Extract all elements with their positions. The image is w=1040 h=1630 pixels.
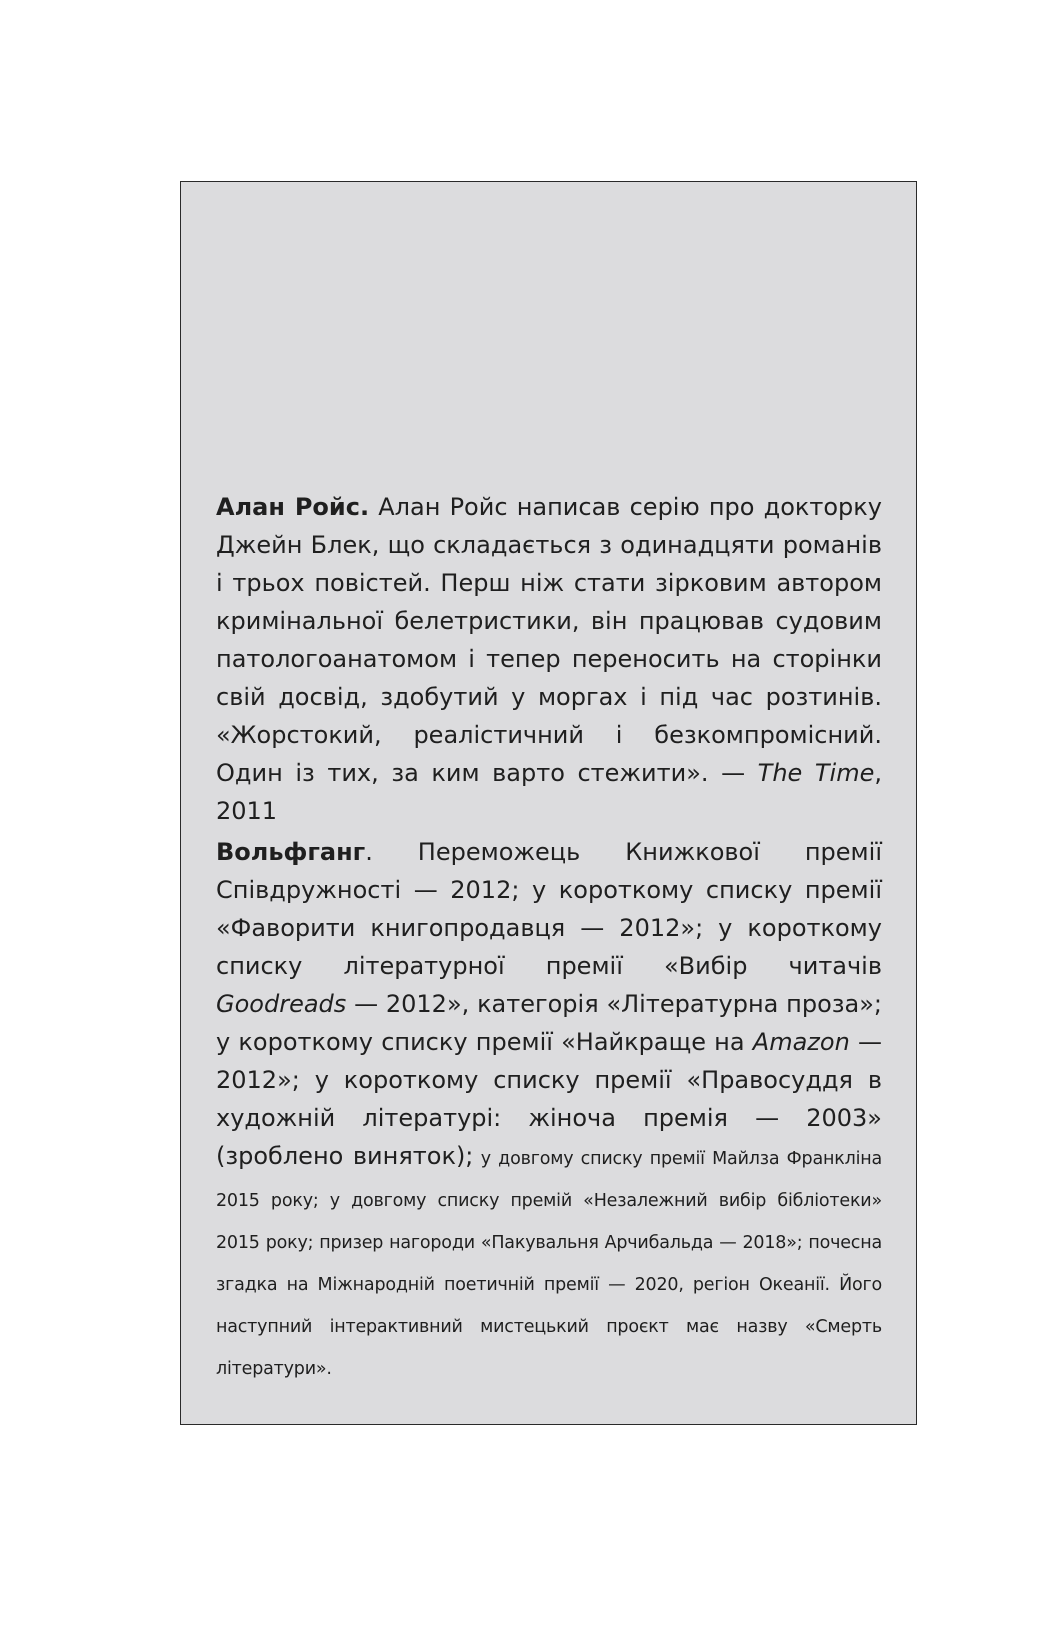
author-bio-alan-royce <box>216 488 882 830</box>
author-bio-text: — 2012»; у короткому списку премії «Правосуддя в художній літературі: жіноча премія — 2003» (зроблено виняток); <box>216 1028 882 1170</box>
author-bio-text: . Переможець Книжкової премії Співдружності — 2012; у короткому списку премії «Фаворити книгопродавця — 2012»; у короткому списку літературної премії «Вибір читачів <box>216 838 882 980</box>
quote-source-year: , 2011 <box>216 759 882 825</box>
author-bio-text: Алан Ройс написав серію про докторку Джейн Блек, що складається з одинадцяти романів і трьох повістей. Перш ніж стати зірковим автором кримінальної белетристики, він працював судовим патологоанатомом і тепер переносить на сторінки свій досвід, здобутий у моргах і під час розтинів. «Жорстокий, реалістичний і безкомпромісний. Один із тих, за ким варто стежити». — <box>216 493 882 787</box>
author-name: Алан Ройс. <box>216 493 370 521</box>
quote-source-title: The Time <box>757 759 875 787</box>
bio-panel <box>180 181 917 1425</box>
author-bio-wolfgang <box>216 833 882 1389</box>
italic-title-goodreads: Goodreads <box>216 990 347 1018</box>
italic-title-amazon: Amazon <box>752 1028 850 1056</box>
author-bio-small-text: у довгому списку премії Майлза Франкліна 2015 року; у довгому списку премій «Незалежний вибір бібліотеки» 2015 року; призер нагороди «Пакувальня Арчибальда — 2018»; почесна згадка на Міжнародній поетичній премії — 2020, регіон Океанії. Його наступний інтерактивний мистецький проєкт має назву «Смерть літератури». <box>216 1149 882 1379</box>
author-name: Вольфганг <box>216 838 366 866</box>
author-bio-text: — 2012», категорія «Літературна проза»; у короткому списку премії «Найкраще на <box>216 990 882 1056</box>
